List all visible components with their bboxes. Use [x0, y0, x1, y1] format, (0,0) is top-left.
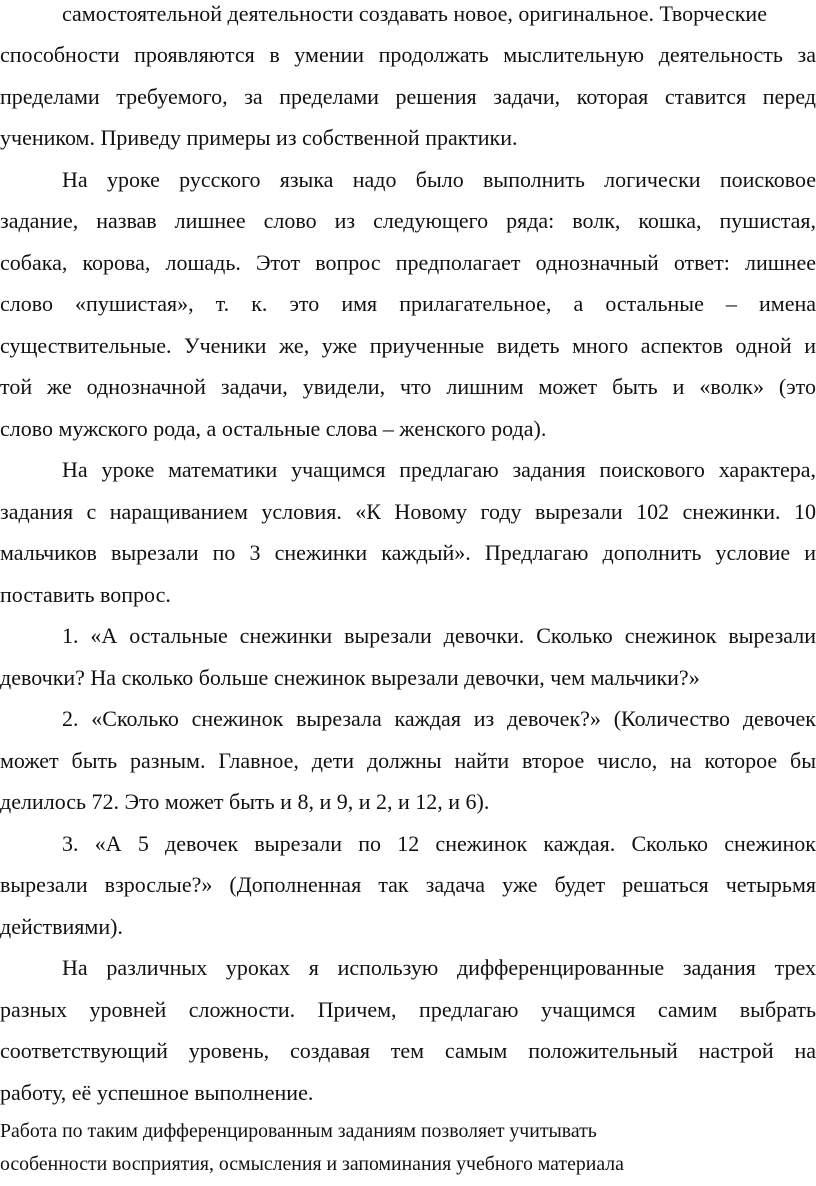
text-line: делилось 72. Это может быть и 8, и 9, и 2, и 12, и 6). [0, 789, 490, 814]
text-line: На уроке русского языка надо было выполнить логически поисковое [62, 167, 816, 192]
text-line: слово «пушистая», т. к. это имя прилагательное, а остальные – имена [0, 291, 816, 316]
text-line: той же однозначной задачи, увидели, что лишним может быть и «волк» (это [0, 374, 816, 399]
text-line: 1. «А остальные снежинки вырезали девочки. Сколько снежинок вырезали [62, 623, 816, 648]
text-line: самостоятельной деятельности создавать новое, оригинальное. Творческие [62, 1, 767, 26]
text-line: вырезали взрослые?» (Дополненная так задача уже будет решаться четырьмя [0, 872, 816, 897]
text-line: пределами требуемого, за пределами решения задачи, которая ставится перед [0, 84, 816, 109]
text-line: На уроке математики учащимся предлагаю задания поискового характера, [62, 457, 816, 482]
text-line: мальчиков вырезали по 3 снежинки каждый». Предлагаю дополнить условие и [0, 540, 816, 565]
text-line: действиями). [0, 914, 123, 939]
text-line: девочки? На сколько больше снежинок вырезали девочки, чем мальчики?» [0, 665, 700, 690]
text-line: существительные. Ученики же, уже приученные видеть много аспектов одной и [0, 333, 816, 358]
text-line: может быть разным. Главное, дети должны найти второе число, на которое бы [0, 748, 816, 773]
text-line: задание, назвав лишнее слово из следующего ряда: волк, кошка, пушистая, [0, 208, 816, 233]
text-line: Работа по таким дифференцированным заданиям позволяет учитывать [0, 1120, 597, 1142]
text-line: учеником. Приведу примеры из собственной практики. [0, 125, 518, 150]
text-line: На различных уроках я использую дифференцированные задания трех [62, 955, 816, 980]
text-line: соответствующий уровень, создавая тем самым положительный настрой на [0, 1038, 816, 1063]
text-line: особенности восприятия, осмысления и запоминания учебного материала [0, 1153, 624, 1175]
text-line: задания с наращиванием условия. «К Новому году вырезали 102 снежинки. 10 [0, 499, 816, 524]
text-line: слово мужского рода, а остальные слова – женского рода). [0, 416, 547, 441]
text-line: поставить вопрос. [0, 582, 171, 607]
text-line: способности проявляются в умении продолжать мыслительную деятельность за [0, 42, 816, 67]
text-line: разных уровней сложности. Причем, предлагаю учащимся самим выбрать [0, 997, 816, 1022]
text-line: собака, корова, лошадь. Этот вопрос предполагает однозначный ответ: лишнее [0, 250, 816, 275]
text-line: 2. «Сколько снежинок вырезала каждая из девочек?» (Количество девочек [62, 706, 816, 731]
text-line: 3. «А 5 девочек вырезали по 12 снежинок каждая. Сколько снежинок [62, 831, 816, 856]
text-line: работу, её успешное выполнение. [0, 1080, 314, 1105]
